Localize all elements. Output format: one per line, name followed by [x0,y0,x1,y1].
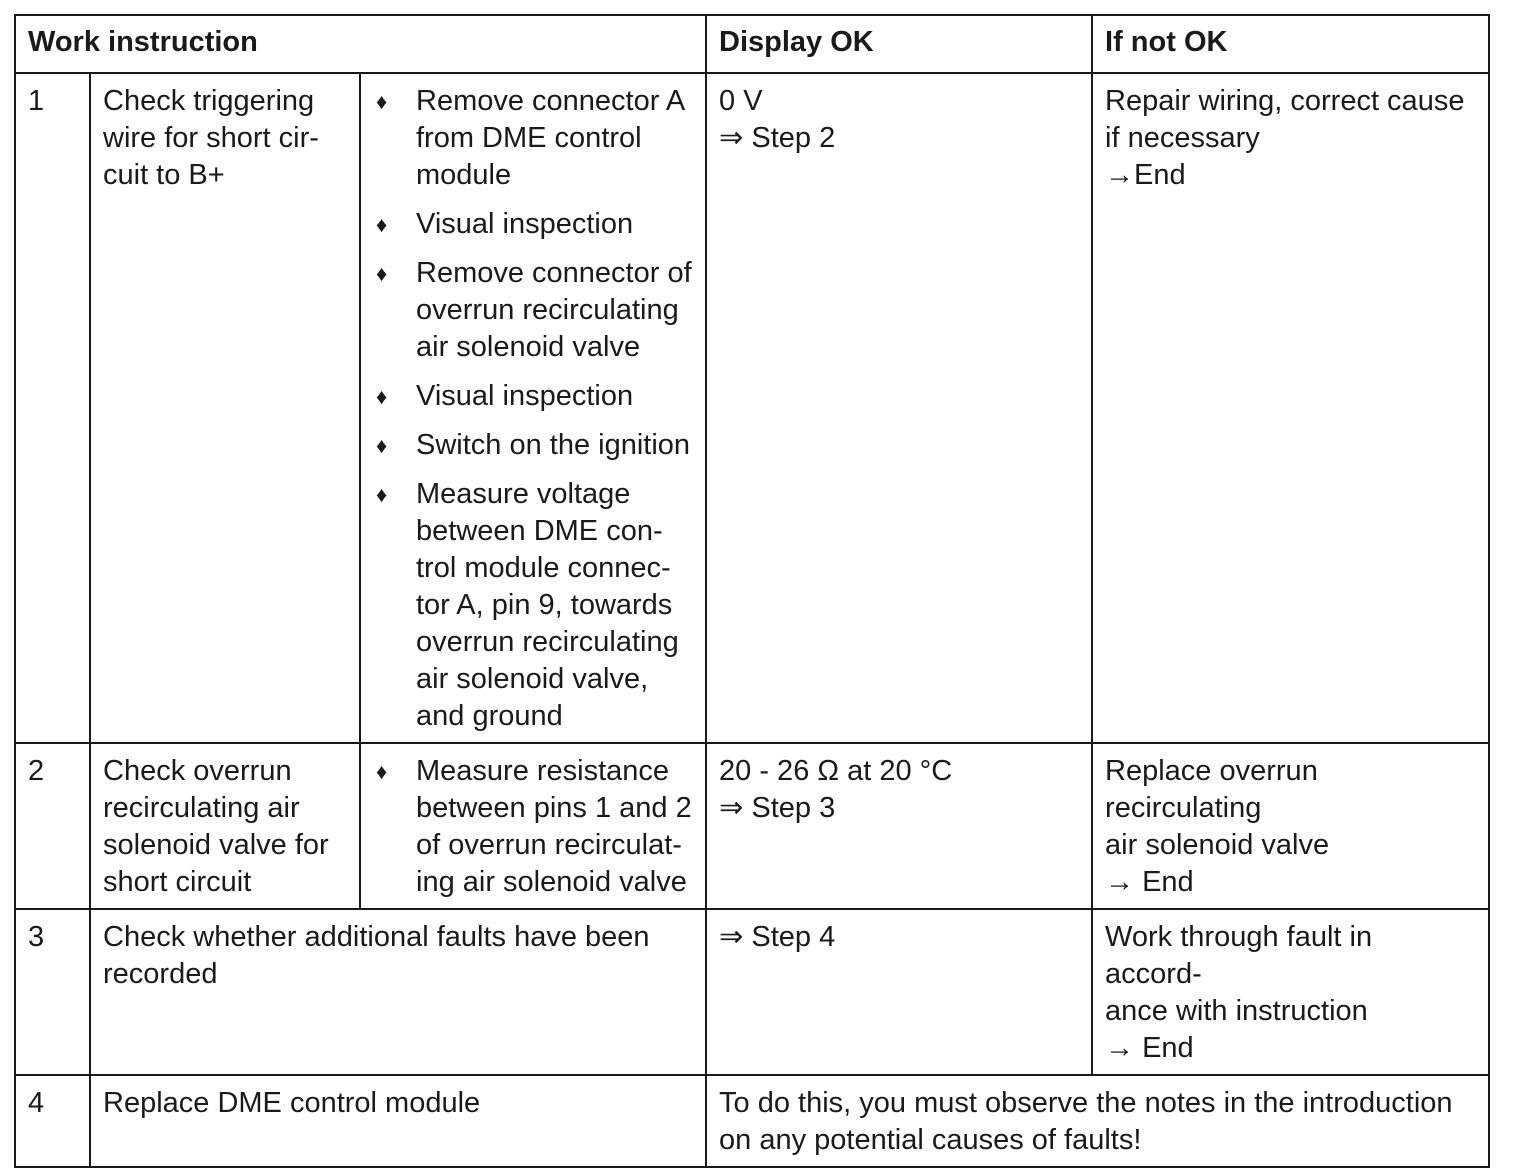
display-ok-value: 20 - 26 Ω at 20 °C ⇒ Step 3 [706,743,1092,909]
action-list-cell [360,743,706,909]
header-work-instruction: Work instruction [15,15,706,73]
diamond-bullet-icon: ♦ [376,433,388,458]
action-text: Measure voltage between DME con- trol module connec- tor A, pin 9, towards overrun recirculating air solenoid valve, and ground [416,478,679,732]
table-row [15,743,1489,909]
diamond-bullet-icon: ♦ [376,212,388,237]
table-row [15,909,1489,1075]
action-text: Visual inspection [416,208,634,240]
diamond-bullet-icon: ♦ [376,759,388,784]
action-item [373,753,693,901]
diamond-bullet-icon: ♦ [376,261,388,286]
table-row [15,73,1489,743]
display-ok-value: ⇒ Step 4 [706,909,1092,1075]
action-item [373,378,693,415]
diamond-bullet-icon: ♦ [376,482,388,507]
header-display-ok: Display OK [706,15,1092,73]
action-item [373,255,693,366]
action-item [373,83,693,194]
if-not-ok-value: Repair wiring, correct cause if necessary →End [1092,73,1489,743]
action-item [373,476,693,735]
action-item [373,427,693,464]
note-text: To do this, you must observe the notes in the introduction on any potential causes of faults! [706,1075,1489,1167]
step-number: 1 [15,73,90,743]
action-text: Remove connector of overrun recirculating air solenoid valve [416,257,692,363]
action-list-cell [360,73,706,743]
check-description: Check triggering wire for short cir- cuit to B+ [90,73,360,743]
table-header-row [15,15,1489,73]
work-instruction-table [14,14,1490,1168]
step-number: 4 [15,1075,90,1167]
table-row [15,1075,1489,1167]
action-text: Switch on the ignition [416,429,691,461]
action-text: Visual inspection [416,380,634,412]
header-if-not-ok: If not OK [1092,15,1489,73]
diamond-bullet-icon: ♦ [376,384,388,409]
action-list [373,83,693,735]
instruction-text: Replace DME control module [90,1075,706,1167]
action-list [373,753,693,901]
check-description: Check overrun recirculating air solenoid valve for short circuit [90,743,360,909]
step-number: 2 [15,743,90,909]
if-not-ok-value: Replace overrun recirculating air solenoid valve → End [1092,743,1489,909]
display-ok-value: 0 V ⇒ Step 2 [706,73,1092,743]
action-text: Remove connector A from DME control module [416,85,686,191]
action-item [373,206,693,243]
step-number: 3 [15,909,90,1075]
action-text: Measure resistance between pins 1 and 2 of overrun recirculat- ing air solenoid valve [416,755,692,898]
diamond-bullet-icon: ♦ [376,89,388,114]
instruction-text: Check whether additional faults have been recorded [90,909,706,1075]
if-not-ok-value: Work through fault in accord- ance with instruction → End [1092,909,1489,1075]
